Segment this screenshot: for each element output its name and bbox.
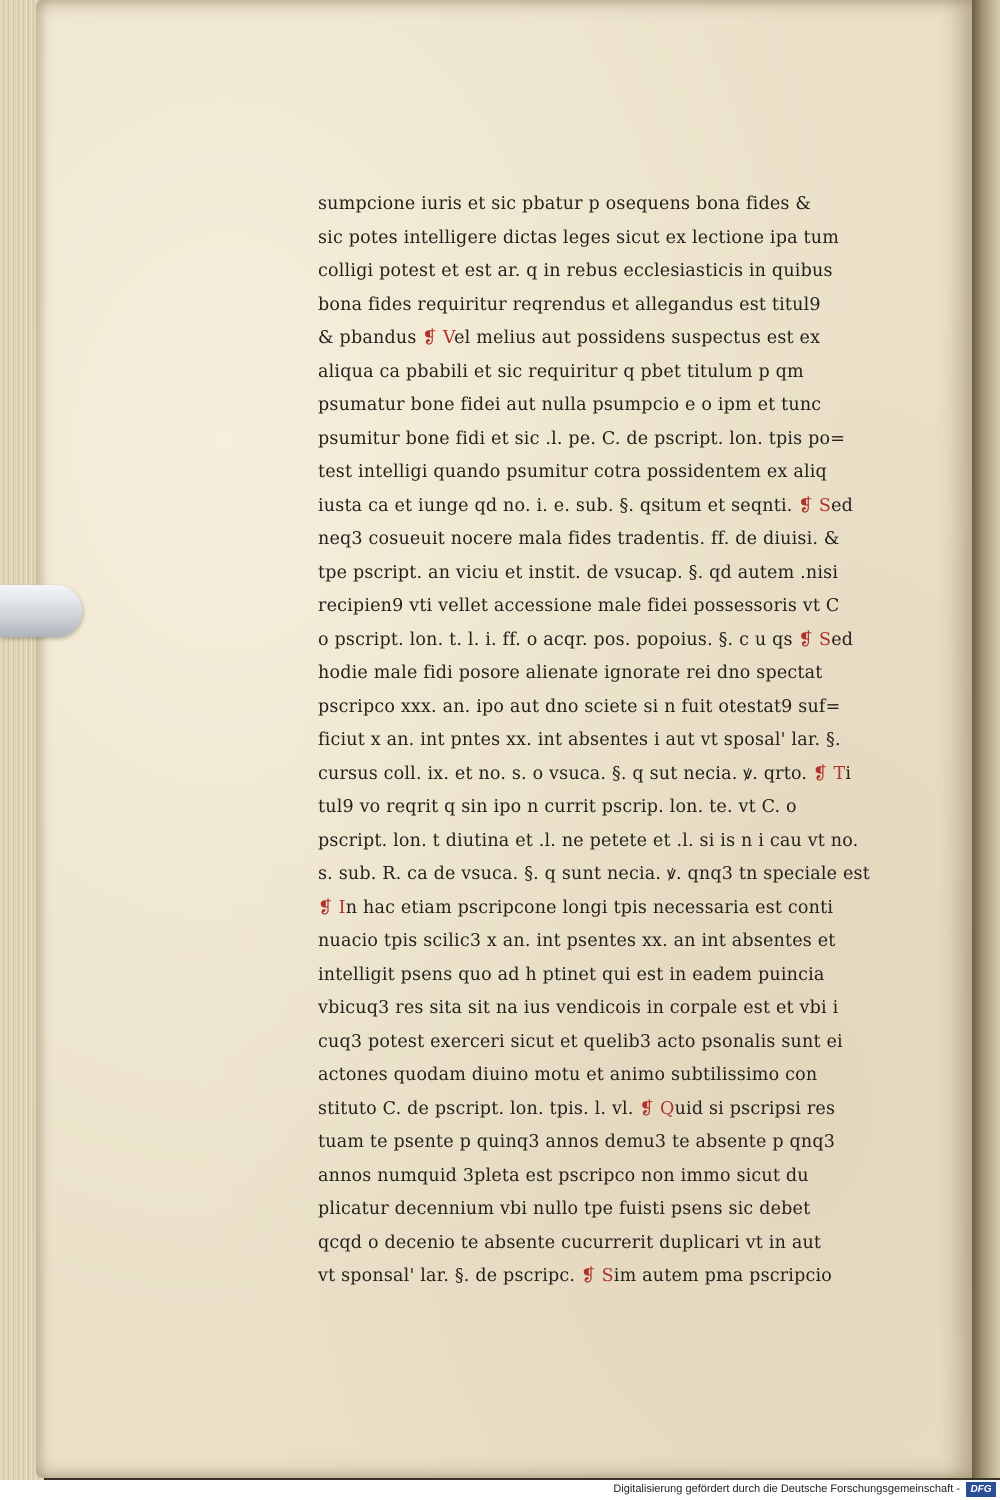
text-line: pscript. lon. t diutina et .l. ne petete et .l. si is n i cau vt no. (318, 830, 859, 851)
text-line: qcqd o decenio te absente cucurrerit duplicari vt in aut (318, 1232, 822, 1253)
text-line: bona fides requiritur reqrendus et allegandus est titul9 (318, 294, 821, 315)
text-line: vt sponsal' lar. §. de pscripc. ❡ Sim autem pma pscripcio (318, 1266, 833, 1286)
text-line: hodie male fidi posore alienate ignorate rei dno spectat (318, 663, 823, 683)
text-line: sumpcione iuris et sic pbatur p osequens bona fides & (318, 194, 812, 214)
text-line: cursus coll. ix. et no. s. o vsuca. §. q sut necia. ꝟ. qrto. ❡ Ti (318, 763, 852, 784)
text-line: o pscript. lon. t. l. i. ff. o acqr. pos. popoius. §. c u qs ❡ Sed (318, 629, 854, 650)
text-line: plicatur decennium vbi nullo tpe fuisti psens sic debet (318, 1199, 811, 1219)
text-line: stituto C. de pscript. lon. tpis. l. vl. ❡ Quid si pscripsi res (318, 1098, 836, 1119)
text-line: pscripco xxx. an. ipo aut dno sciete si n fuit otestat9 suf= (318, 696, 841, 717)
book-gutter (972, 0, 1000, 1478)
text-line: psumatur bone fidei aut nulla psumpcio e o ipm et tunc (318, 395, 822, 415)
text-line: vbicuq3 res sita sit na ius vendicois in corpale est et vbi i (318, 998, 839, 1018)
text-line: ficiut x an. int pntes xx. int absentes i aut vt sposal' lar. §. (318, 730, 841, 750)
text-line: recipien9 vti vellet accessione male fidei possessoris vt C (318, 596, 840, 616)
text-line: colligi potest et est ar. q in rebus ecclesiasticis in quibus (318, 261, 833, 281)
text-line: iusta ca et iunge qd no. i. e. sub. §. qsitum et seqnti. ❡ Sed (318, 495, 854, 516)
text-line: sic potes intelligere dictas leges sicut ex lectione ipa tum (318, 227, 840, 248)
footer-bar (0, 1480, 1000, 1500)
blackletter-text-block (318, 188, 914, 1294)
text-line: tpe pscript. an viciu et instit. de vsucap. §. qd autem .nisi (318, 562, 839, 583)
text-line: tul9 vo reqrit q sin ipo n currit pscrip. lon. te. vt C. o (318, 797, 797, 817)
text-line: tuam te psente p quinq3 annos demu3 te absente p qnq3 (318, 1132, 836, 1152)
text-line: aliqua ca pbabili et sic requiritur q pbet titulum p qm (318, 361, 804, 382)
text-line: & pbandus ❡ Vel melius aut possidens suspectus est ex (318, 328, 821, 348)
text-line: nuacio tpis scilic3 x an. int psentes xx. an int absentes et (318, 931, 836, 951)
text-line: intelligit psens quo ad h ptinet qui est in eadem puincia (318, 964, 825, 985)
text-line: ❡ In hac etiam pscripcone longi tpis necessaria est conti (318, 897, 834, 918)
text-line: psumitur bone fidi et sic .l. pe. C. de pscript. lon. tpis po= (318, 428, 846, 449)
text-line: actones quodam diuino motu et animo subtilissimo con (318, 1065, 818, 1085)
funding-credit: Digitalisierung gefördert durch die Deutsche Forschungsgemeinschaft - (613, 1483, 960, 1495)
text-line: cuq3 potest exerceri sicut et quelib3 acto psonalis sunt ei (318, 1031, 843, 1052)
text-line: neq3 cosueuit nocere mala fides tradentis. ff. de diuisi. & (318, 529, 840, 549)
text-line: s. sub. R. ca de vsuca. §. q sunt necia. ꝟ. qnq3 tn speciale est (318, 864, 870, 884)
page-clip (0, 585, 82, 637)
dfg-logo: DFG (966, 1482, 996, 1497)
text-line: annos numquid 3pleta est pscripco non immo sicut du (318, 1165, 809, 1186)
text-line: test intelligi quando psumitur cotra possidentem ex aliq (318, 462, 827, 482)
